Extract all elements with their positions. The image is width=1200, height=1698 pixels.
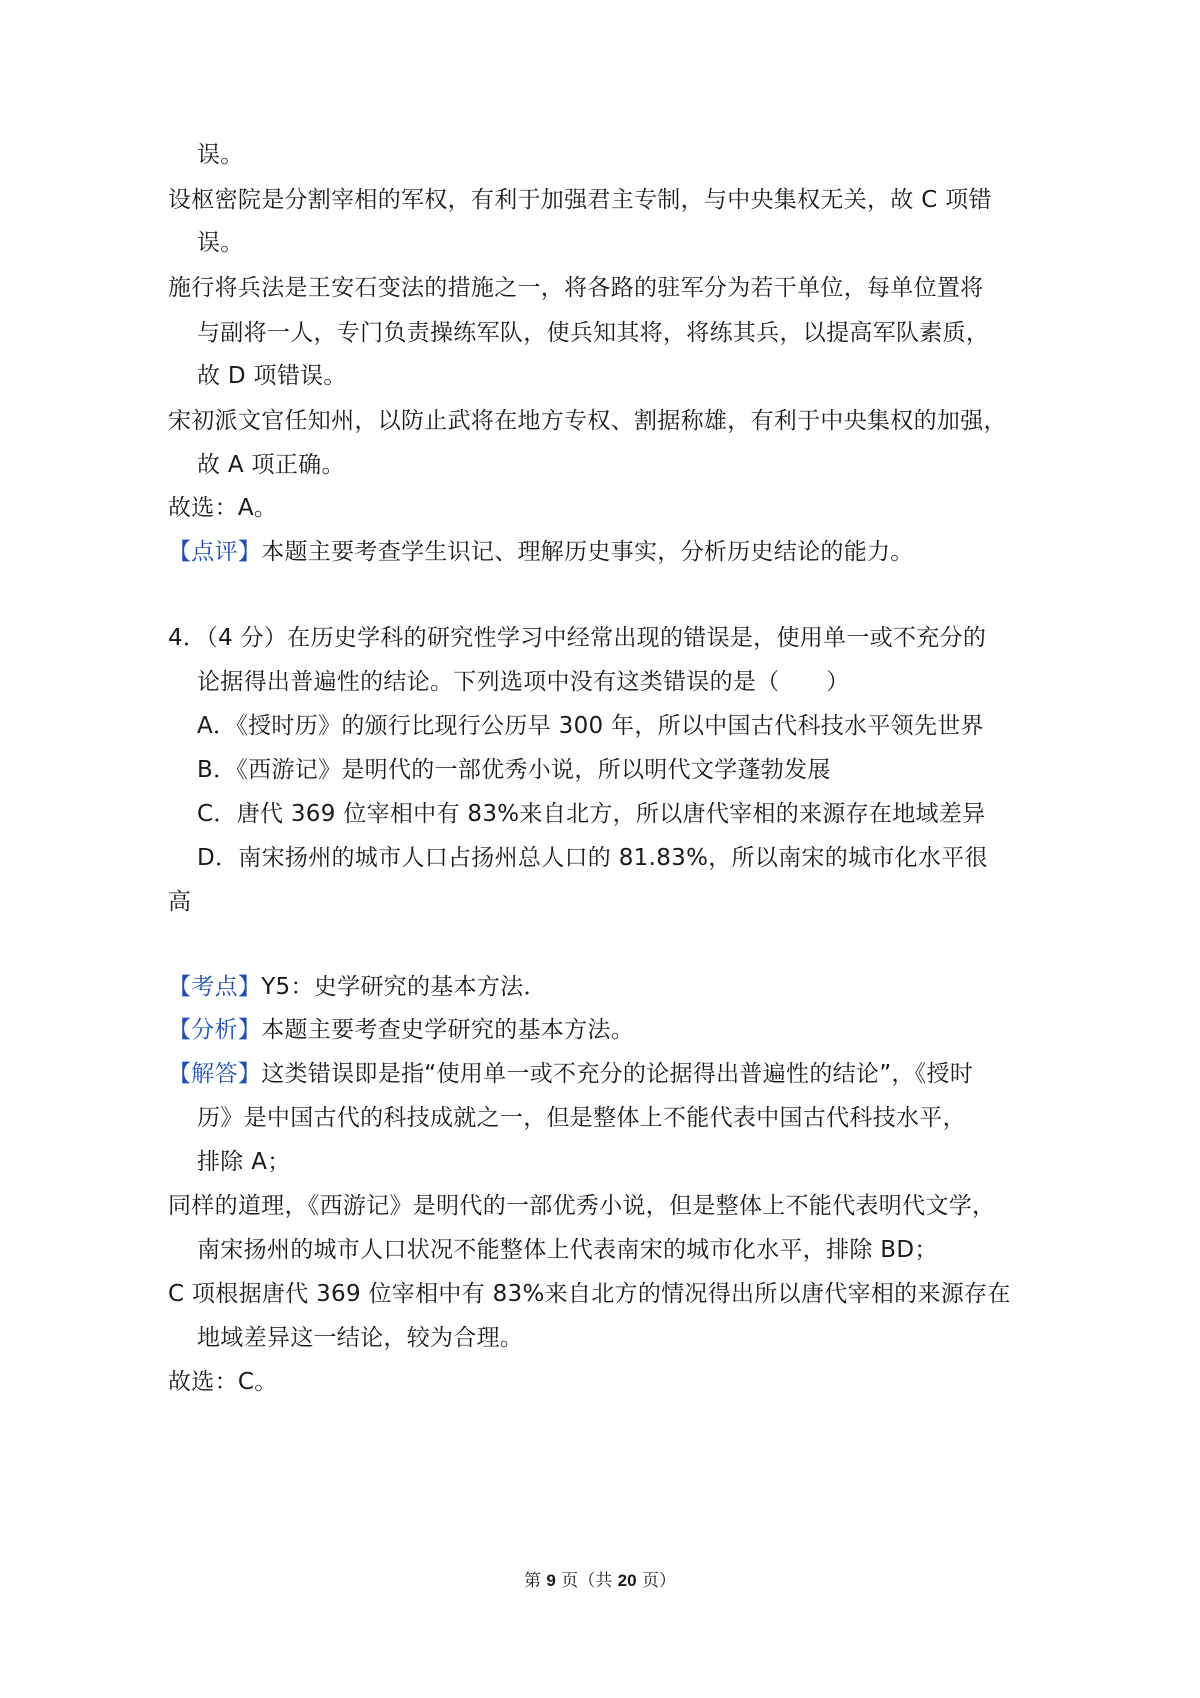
footer-suffix: 页） [636, 1571, 676, 1591]
kaodian-line [168, 972, 547, 1002]
footer-total-pages: 20 [617, 1571, 637, 1590]
answer-choice: 故选：A。 [168, 495, 278, 521]
text-line: C 项根据唐代 369 位宰相中有 83%来自北方的情况得出所以唐代宰相的来源存在 [168, 1281, 1011, 1307]
text-line: 与副将一人，专门负责操练军队，使兵知其将，将练其兵，以提高军队素质， [197, 320, 990, 346]
text-line: 故 A 项正确。 [197, 452, 345, 478]
footer-middle: 页（共 [555, 1571, 618, 1591]
option-d: D．南宋扬州的城市人口占扬州总人口的 81.83%，所以南宋的城市化水平很 [197, 845, 988, 871]
comment-line [168, 537, 914, 567]
text-line: 地域差异这一结论，较为合理。 [197, 1325, 524, 1351]
answer-choice: 故选：C。 [168, 1369, 278, 1395]
text-line: 误。 [197, 230, 244, 256]
text-line: 故 D 项错误。 [197, 363, 347, 389]
comment-tag: 【点评】 [168, 539, 262, 565]
footer-prefix: 第 [523, 1571, 547, 1591]
fenxi-line [168, 1015, 634, 1045]
option-a: A．《授时历》的颁行比现行公历早 300 年，所以中国古代科技水平领先世界 [197, 713, 984, 739]
page-footer [0, 1570, 1200, 1592]
text-line: 历》是中国古代的科技成就之一，但是整体上不能代表中国古代科技水平， [197, 1105, 966, 1131]
question-stem-line: 论据得出普遍性的结论。下列选项中没有这类错误的是（ ） [197, 669, 850, 695]
text-line: 宋初派文官任知州，以防止武将在地方专权、割据称雄，有利于中央集权的加强， [168, 408, 1007, 434]
text-line: 同样的道理，《西游记》是明代的一部优秀小说，但是整体上不能代表明代文学， [168, 1193, 996, 1219]
option-c: C．唐代 369 位宰相中有 83%来自北方，所以唐代宰相的来源存在地域差异 [197, 801, 986, 827]
jieda-text: 这类错误即是指“使用单一或不充分的论据得出普遍性的结论”，《授时 [261, 1061, 974, 1087]
question-stem-line: 4．（4 分）在历史学科的研究性学习中经常出现的错误是，使用单一或不充分的 [168, 625, 987, 651]
footer-page-number: 9 [546, 1571, 556, 1590]
kaodian-tag: 【考点】 [168, 974, 262, 1000]
fenxi-text: 本题主要考查史学研究的基本方法。 [261, 1017, 635, 1043]
jieda-line [168, 1059, 973, 1089]
text-line: 设枢密院是分割宰相的军权，有利于加强君主专制，与中央集权无关，故 C 项错 [168, 187, 992, 213]
text-line: 施行将兵法是王安石变法的措施之一，将各路的驻军分为若干单位，每单位置将 [168, 275, 984, 301]
option-b: B．《西游记》是明代的一部优秀小说，所以明代文学蓬勃发展 [197, 757, 831, 783]
comment-text: 本题主要考查学生识记、理解历史事实，分析历史结论的能力。 [261, 539, 914, 565]
option-d-wrap: 高 [168, 889, 192, 915]
fenxi-tag: 【分析】 [168, 1017, 262, 1043]
text-line: 南宋扬州的城市人口状况不能整体上代表南宋的城市化水平，排除 BD； [197, 1237, 938, 1263]
jieda-tag: 【解答】 [168, 1061, 262, 1087]
text-line: 排除 A； [197, 1149, 291, 1175]
kaodian-text: Y5：史学研究的基本方法． [261, 974, 547, 1000]
text-line: 误。 [197, 142, 244, 168]
